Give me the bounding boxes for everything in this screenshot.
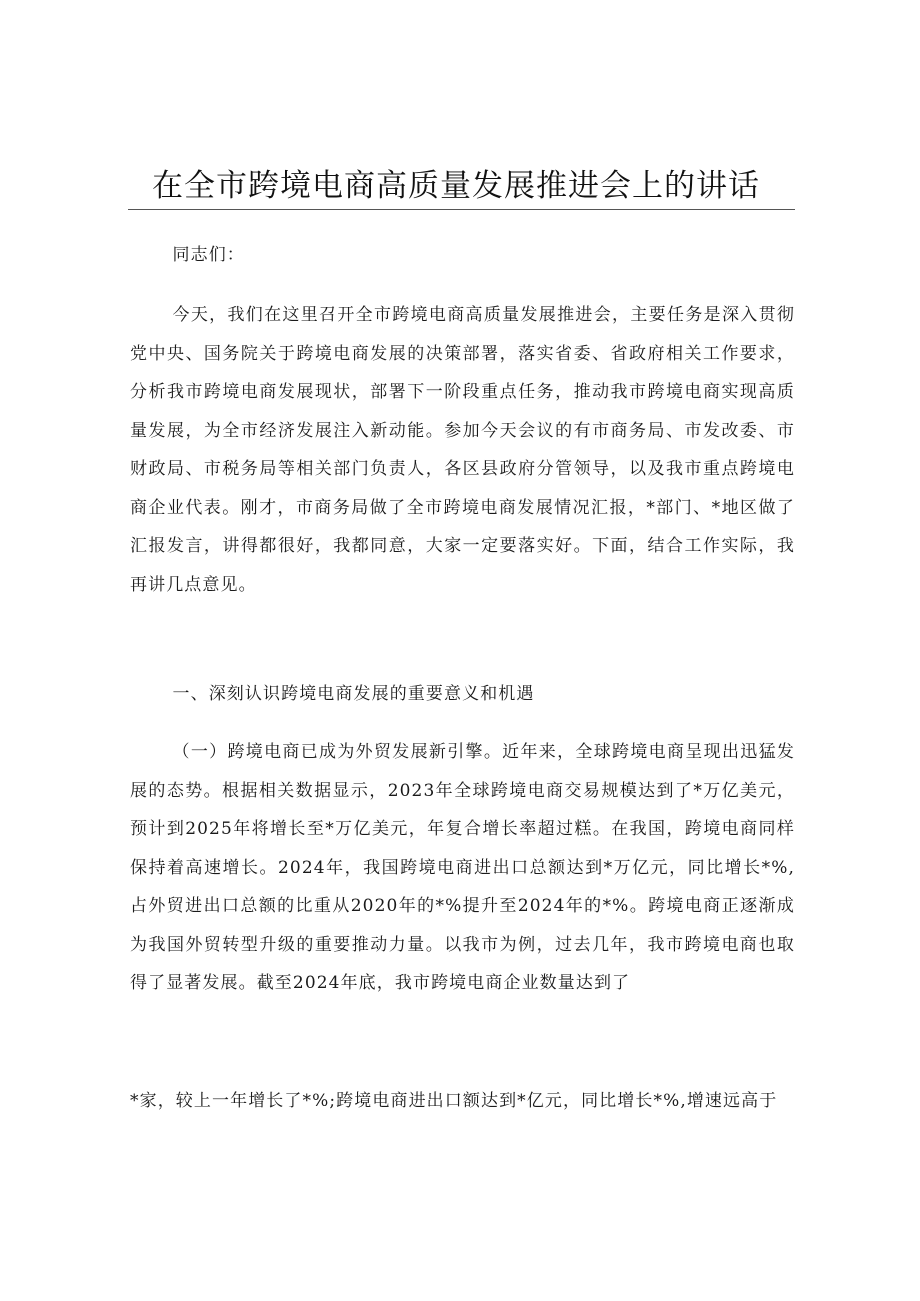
paragraph-subsection-1: （一）跨境电商已成为外贸发展新引擎。近年来，全球跨境电商呈现出迅猛发展的态势。根据相关数据显示，2023年全球跨境电商交易规模达到了*万亿美元，预计到2025年将增长至*万亿美元，年复合增长率超过糕。在我国，跨境电商同样保持着高速增长。2024年，我国跨境电商进出口总额达到*万亿元，同比增长*%,占外贸进出口总额的比重从2020年的*%提升至2024年的*%。跨境电商正逐渐成为我国外贸转型升级的重要推动力量。以我市为例，过去几年，我市跨境电商也取得了显著发展。截至2024年底，我市跨境电商企业数量达到了	[130, 742, 795, 993]
section-heading: 一、深刻认识跨境电商发展的重要意义和机遇	[172, 684, 535, 704]
greeting: 同志们：	[172, 245, 245, 265]
paragraph-intro: 今天，我们在这里召开全市跨境电商高质量发展推进会，主要任务是深入贯彻党中央、国务院关于跨境电商发展的决策部署，落实省委、省政府相关工作要求，分析我市跨境电商发展现状，部署下一阶段重点任务，推动我市跨境电商实现高质量发展，为全市经济发展注入新动能。参加今天会议的有市商务局、市发改委、市财政局、市税务局等相关部门负责人，各区县政府分管领导，以及我市重点跨境电商企业代表。刚才，市商务局做了全市跨境电商发展情况汇报，*部门、*地区做了汇报发言，讲得都很好，我都同意，大家一定要落实好。下面，结合工作实际，我再讲几点意见。	[130, 305, 795, 595]
title-underline	[128, 209, 795, 210]
paragraph-continuation: *家，较上一年增长了*%;跨境电商进出口额达到*亿元，同比增长*%,增速远高于	[130, 1091, 778, 1111]
document-title: 在全市跨境电商高质量发展推进会上的讲话	[152, 168, 760, 204]
